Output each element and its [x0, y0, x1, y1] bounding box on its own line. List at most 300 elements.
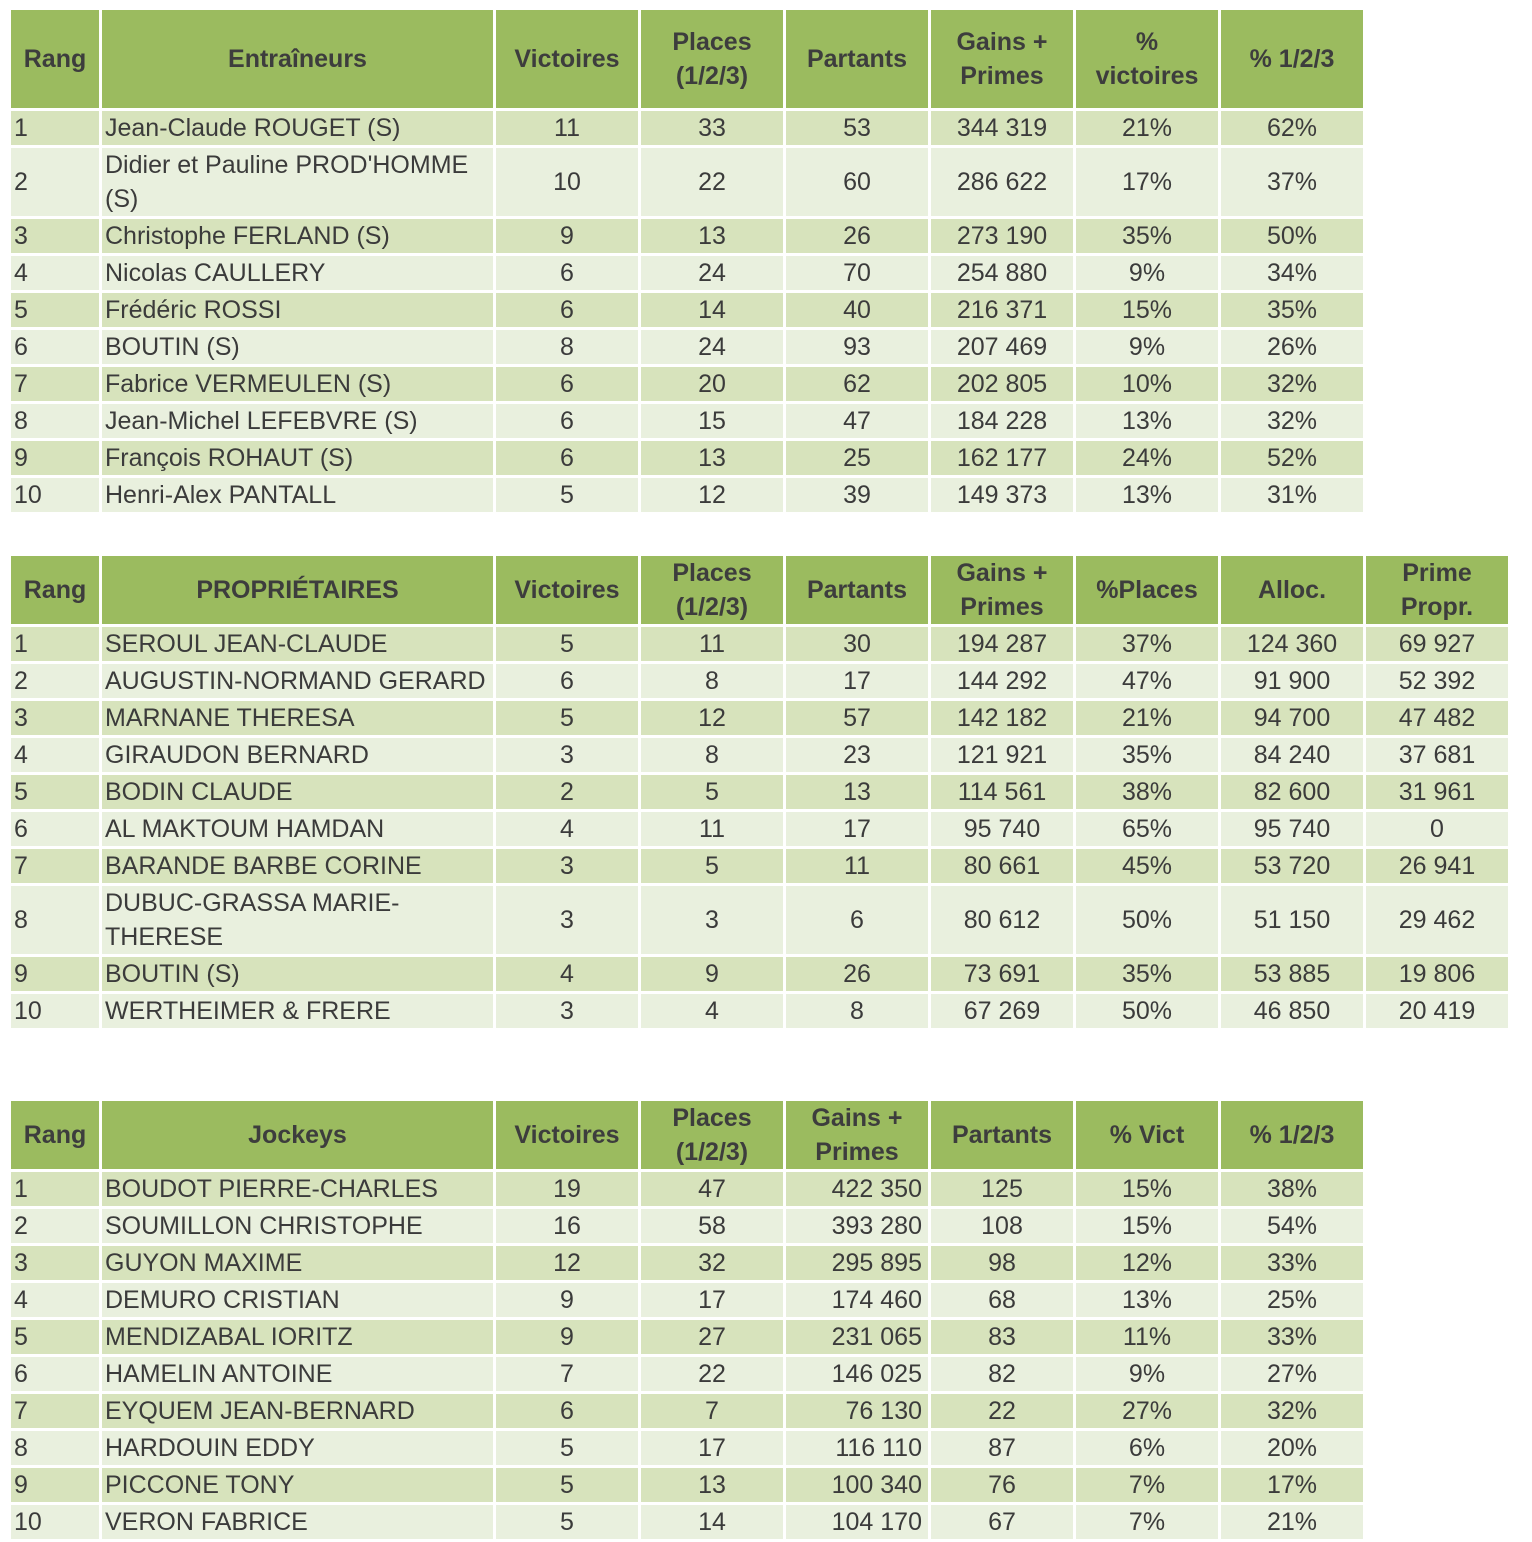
cell-starters: 11 — [786, 849, 928, 883]
cell-place-pct: 52% — [1221, 441, 1363, 475]
cell-starters: 68 — [931, 1283, 1073, 1317]
column-header-jockey-name: Jockeys — [102, 1101, 493, 1169]
cell-wins: 16 — [496, 1209, 638, 1243]
cell-earnings: 142 182 — [931, 701, 1073, 735]
cell-wins: 6 — [496, 404, 638, 438]
cell-places: 33 — [641, 111, 783, 145]
cell-rank: 9 — [11, 1468, 99, 1502]
cell-starters: 53 — [786, 111, 928, 145]
cell-wins: 5 — [496, 1468, 638, 1502]
cell-rank: 7 — [11, 849, 99, 883]
column-header-owner-premium: Prime Propr. — [1366, 556, 1508, 624]
cell-earnings: 67 269 — [931, 994, 1073, 1028]
cell-starters: 6 — [786, 886, 928, 954]
cell-place-pct: 32% — [1221, 1394, 1363, 1428]
cell-starters: 47 — [786, 404, 928, 438]
cell-places: 24 — [641, 330, 783, 364]
cell-rank: 6 — [11, 330, 99, 364]
cell-rank: 10 — [11, 478, 99, 512]
cell-win-pct: 15% — [1076, 1172, 1218, 1206]
cell-earnings: 286 622 — [931, 148, 1073, 216]
column-header-wins: Victoires — [496, 10, 638, 108]
cell-starters: 83 — [931, 1320, 1073, 1354]
cell-earnings: 104 170 — [786, 1505, 928, 1539]
cell-rank: 8 — [11, 404, 99, 438]
table-row — [11, 148, 1363, 216]
cell-allocation: 51 150 — [1221, 886, 1363, 954]
cell-rank: 9 — [11, 441, 99, 475]
cell-earnings: 254 880 — [931, 256, 1073, 290]
column-header-place-pct: % 1/2/3 — [1221, 1101, 1363, 1169]
cell-place-pct: 32% — [1221, 367, 1363, 401]
cell-places-pct: 47% — [1076, 664, 1218, 698]
cell-earnings: 216 371 — [931, 293, 1073, 327]
cell-place-pct: 38% — [1221, 1172, 1363, 1206]
cell-earnings: 202 805 — [931, 367, 1073, 401]
cell-places-pct: 35% — [1076, 738, 1218, 772]
cell-wins: 2 — [496, 775, 638, 809]
cell-win-pct: 13% — [1076, 478, 1218, 512]
cell-earnings: 393 280 — [786, 1209, 928, 1243]
cell-win-pct: 6% — [1076, 1431, 1218, 1465]
cell-rank: 4 — [11, 256, 99, 290]
column-header-places: Places (1/2/3) — [641, 556, 783, 624]
cell-wins: 6 — [496, 256, 638, 290]
cell-trainer-name: BOUTIN (S) — [102, 330, 493, 364]
cell-earnings: 73 691 — [931, 957, 1073, 991]
table-row — [11, 1172, 1363, 1206]
cell-places: 5 — [641, 849, 783, 883]
cell-jockey-name: SOUMILLON CHRISTOPHE — [102, 1209, 493, 1243]
cell-rank: 5 — [11, 775, 99, 809]
cell-trainer-name: Christophe FERLAND (S) — [102, 219, 493, 253]
cell-allocation: 53 885 — [1221, 957, 1363, 991]
table-row — [11, 404, 1363, 438]
cell-owner-premium: 29 462 — [1366, 886, 1508, 954]
cell-wins: 11 — [496, 111, 638, 145]
table-row — [11, 1505, 1363, 1539]
cell-places-pct: 65% — [1076, 812, 1218, 846]
cell-starters: 39 — [786, 478, 928, 512]
cell-jockey-name: VERON FABRICE — [102, 1505, 493, 1539]
table-row — [11, 775, 1508, 809]
cell-allocation: 94 700 — [1221, 701, 1363, 735]
cell-places: 12 — [641, 478, 783, 512]
cell-wins: 5 — [496, 478, 638, 512]
cell-place-pct: 54% — [1221, 1209, 1363, 1243]
table-row — [11, 627, 1508, 661]
trainers-header-row — [11, 10, 1363, 108]
table-row — [11, 256, 1363, 290]
table-row — [11, 664, 1508, 698]
cell-wins: 8 — [496, 330, 638, 364]
cell-place-pct: 20% — [1221, 1431, 1363, 1465]
cell-starters: 8 — [786, 994, 928, 1028]
cell-place-pct: 34% — [1221, 256, 1363, 290]
cell-wins: 3 — [496, 886, 638, 954]
cell-places-pct: 45% — [1076, 849, 1218, 883]
cell-trainer-name: Didier et Pauline PROD'HOMME (S) — [102, 148, 493, 216]
cell-rank: 8 — [11, 1431, 99, 1465]
table-row — [11, 994, 1508, 1028]
column-header-wins: Victoires — [496, 556, 638, 624]
cell-owner-premium: 69 927 — [1366, 627, 1508, 661]
cell-places: 17 — [641, 1431, 783, 1465]
cell-trainer-name: Frédéric ROSSI — [102, 293, 493, 327]
cell-wins: 9 — [496, 1320, 638, 1354]
cell-places: 15 — [641, 404, 783, 438]
cell-wins: 9 — [496, 1283, 638, 1317]
cell-starters: 76 — [931, 1468, 1073, 1502]
column-header-place-pct: % 1/2/3 — [1221, 10, 1363, 108]
table-row — [11, 1283, 1363, 1317]
column-header-earnings: Gains + Primes — [786, 1101, 928, 1169]
cell-win-pct: 7% — [1076, 1468, 1218, 1502]
cell-places-pct: 50% — [1076, 886, 1218, 954]
cell-starters: 70 — [786, 256, 928, 290]
cell-wins: 6 — [496, 293, 638, 327]
cell-wins: 5 — [496, 627, 638, 661]
column-header-places-pct: %Places — [1076, 556, 1218, 624]
cell-win-pct: 13% — [1076, 404, 1218, 438]
cell-rank: 3 — [11, 219, 99, 253]
cell-owner-name: BOUTIN (S) — [102, 957, 493, 991]
cell-win-pct: 9% — [1076, 330, 1218, 364]
cell-wins: 10 — [496, 148, 638, 216]
trainers-table — [8, 7, 1366, 515]
cell-rank: 6 — [11, 812, 99, 846]
cell-rank: 2 — [11, 1209, 99, 1243]
cell-places-pct: 35% — [1076, 957, 1218, 991]
cell-rank: 2 — [11, 148, 99, 216]
cell-places: 24 — [641, 256, 783, 290]
cell-allocation: 124 360 — [1221, 627, 1363, 661]
cell-place-pct: 37% — [1221, 148, 1363, 216]
cell-earnings: 422 350 — [786, 1172, 928, 1206]
table-row — [11, 738, 1508, 772]
column-header-starters: Partants — [931, 1101, 1073, 1169]
cell-places: 13 — [641, 219, 783, 253]
table-row — [11, 1246, 1363, 1280]
owners-table — [8, 553, 1511, 1031]
cell-earnings: 174 460 — [786, 1283, 928, 1317]
cell-earnings: 162 177 — [931, 441, 1073, 475]
table-row — [11, 1394, 1363, 1428]
cell-places: 14 — [641, 293, 783, 327]
cell-earnings: 100 340 — [786, 1468, 928, 1502]
table-row — [11, 293, 1363, 327]
column-header-trainer-name: Entraîneurs — [102, 10, 493, 108]
cell-earnings: 149 373 — [931, 478, 1073, 512]
cell-rank: 7 — [11, 367, 99, 401]
cell-place-pct: 50% — [1221, 219, 1363, 253]
cell-wins: 3 — [496, 738, 638, 772]
cell-places: 13 — [641, 441, 783, 475]
cell-wins: 9 — [496, 219, 638, 253]
column-header-rank: Rang — [11, 10, 99, 108]
cell-rank: 6 — [11, 1357, 99, 1391]
cell-places-pct: 38% — [1076, 775, 1218, 809]
cell-starters: 67 — [931, 1505, 1073, 1539]
table-row — [11, 957, 1508, 991]
cell-owner-name: BODIN CLAUDE — [102, 775, 493, 809]
cell-earnings: 121 921 — [931, 738, 1073, 772]
cell-places: 14 — [641, 1505, 783, 1539]
table-row — [11, 1431, 1363, 1465]
column-header-owner-name: PROPRIÉTAIRES — [102, 556, 493, 624]
cell-owner-name: SEROUL JEAN-CLAUDE — [102, 627, 493, 661]
cell-wins: 5 — [496, 1505, 638, 1539]
cell-allocation: 95 740 — [1221, 812, 1363, 846]
cell-earnings: 273 190 — [931, 219, 1073, 253]
cell-owner-premium: 26 941 — [1366, 849, 1508, 883]
cell-rank: 5 — [11, 1320, 99, 1354]
cell-jockey-name: GUYON MAXIME — [102, 1246, 493, 1280]
cell-rank: 7 — [11, 1394, 99, 1428]
cell-places: 58 — [641, 1209, 783, 1243]
cell-jockey-name: EYQUEM JEAN-BERNARD — [102, 1394, 493, 1428]
column-header-rank: Rang — [11, 556, 99, 624]
cell-places: 22 — [641, 1357, 783, 1391]
cell-wins: 4 — [496, 957, 638, 991]
cell-trainer-name: François ROHAUT (S) — [102, 441, 493, 475]
cell-places: 5 — [641, 775, 783, 809]
cell-place-pct: 31% — [1221, 478, 1363, 512]
table-row — [11, 1468, 1363, 1502]
cell-earnings: 146 025 — [786, 1357, 928, 1391]
cell-win-pct: 15% — [1076, 1209, 1218, 1243]
table-row — [11, 1209, 1363, 1243]
cell-places: 20 — [641, 367, 783, 401]
column-header-earnings: Gains + Primes — [931, 556, 1073, 624]
cell-rank: 2 — [11, 664, 99, 698]
cell-place-pct: 27% — [1221, 1357, 1363, 1391]
cell-win-pct: 17% — [1076, 148, 1218, 216]
cell-rank: 5 — [11, 293, 99, 327]
cell-jockey-name: PICCONE TONY — [102, 1468, 493, 1502]
cell-starters: 22 — [931, 1394, 1073, 1428]
cell-wins: 19 — [496, 1172, 638, 1206]
cell-starters: 23 — [786, 738, 928, 772]
cell-wins: 12 — [496, 1246, 638, 1280]
table-row — [11, 330, 1363, 364]
cell-earnings: 295 895 — [786, 1246, 928, 1280]
cell-earnings: 76 130 — [786, 1394, 928, 1428]
cell-earnings: 80 661 — [931, 849, 1073, 883]
owners-body — [11, 627, 1508, 1028]
cell-rank: 4 — [11, 1283, 99, 1317]
cell-win-pct: 27% — [1076, 1394, 1218, 1428]
cell-owner-premium: 0 — [1366, 812, 1508, 846]
cell-allocation: 82 600 — [1221, 775, 1363, 809]
cell-jockey-name: DEMURO CRISTIAN — [102, 1283, 493, 1317]
cell-wins: 6 — [496, 367, 638, 401]
cell-places: 7 — [641, 1394, 783, 1428]
cell-win-pct: 35% — [1076, 219, 1218, 253]
cell-places: 13 — [641, 1468, 783, 1502]
table-row — [11, 219, 1363, 253]
cell-rank: 1 — [11, 111, 99, 145]
cell-wins: 6 — [496, 441, 638, 475]
cell-win-pct: 9% — [1076, 1357, 1218, 1391]
cell-jockey-name: HARDOUIN EDDY — [102, 1431, 493, 1465]
cell-earnings: 231 065 — [786, 1320, 928, 1354]
cell-trainer-name: Jean-Michel LEFEBVRE (S) — [102, 404, 493, 438]
cell-place-pct: 17% — [1221, 1468, 1363, 1502]
cell-rank: 10 — [11, 994, 99, 1028]
cell-place-pct: 32% — [1221, 404, 1363, 438]
cell-allocation: 91 900 — [1221, 664, 1363, 698]
cell-starters: 62 — [786, 367, 928, 401]
table-row — [11, 849, 1508, 883]
cell-jockey-name: BOUDOT PIERRE-CHARLES — [102, 1172, 493, 1206]
cell-trainer-name: Henri-Alex PANTALL — [102, 478, 493, 512]
table-row — [11, 1357, 1363, 1391]
cell-starters: 17 — [786, 812, 928, 846]
cell-rank: 10 — [11, 1505, 99, 1539]
jockeys-table — [8, 1098, 1366, 1542]
cell-rank: 9 — [11, 957, 99, 991]
cell-win-pct: 11% — [1076, 1320, 1218, 1354]
cell-allocation: 53 720 — [1221, 849, 1363, 883]
cell-starters: 25 — [786, 441, 928, 475]
cell-earnings: 114 561 — [931, 775, 1073, 809]
cell-starters: 60 — [786, 148, 928, 216]
cell-places-pct: 37% — [1076, 627, 1218, 661]
cell-win-pct: 21% — [1076, 111, 1218, 145]
cell-wins: 6 — [496, 1394, 638, 1428]
cell-owner-premium: 52 392 — [1366, 664, 1508, 698]
cell-starters: 108 — [931, 1209, 1073, 1243]
cell-owner-name: MARNANE THERESA — [102, 701, 493, 735]
cell-earnings: 95 740 — [931, 812, 1073, 846]
cell-earnings: 207 469 — [931, 330, 1073, 364]
cell-allocation: 84 240 — [1221, 738, 1363, 772]
column-header-starters: Partants — [786, 556, 928, 624]
cell-win-pct: 15% — [1076, 293, 1218, 327]
jockeys-header-row — [11, 1101, 1363, 1169]
cell-earnings: 80 612 — [931, 886, 1073, 954]
cell-earnings: 184 228 — [931, 404, 1073, 438]
column-header-win-pct: % victoires — [1076, 10, 1218, 108]
table-row — [11, 478, 1363, 512]
table-row — [11, 367, 1363, 401]
column-header-places: Places (1/2/3) — [641, 1101, 783, 1169]
cell-starters: 17 — [786, 664, 928, 698]
cell-places: 47 — [641, 1172, 783, 1206]
cell-places: 8 — [641, 664, 783, 698]
cell-starters: 40 — [786, 293, 928, 327]
cell-earnings: 144 292 — [931, 664, 1073, 698]
cell-owner-name: DUBUC-GRASSA MARIE-THERESE — [102, 886, 493, 954]
cell-trainer-name: Nicolas CAULLERY — [102, 256, 493, 290]
cell-win-pct: 9% — [1076, 256, 1218, 290]
cell-wins: 5 — [496, 701, 638, 735]
owners-header-row — [11, 556, 1508, 624]
cell-starters: 26 — [786, 219, 928, 253]
cell-wins: 3 — [496, 849, 638, 883]
cell-trainer-name: Fabrice VERMEULEN (S) — [102, 367, 493, 401]
cell-places-pct: 21% — [1076, 701, 1218, 735]
cell-rank: 1 — [11, 627, 99, 661]
cell-owner-premium: 31 961 — [1366, 775, 1508, 809]
cell-starters: 82 — [931, 1357, 1073, 1391]
cell-rank: 4 — [11, 738, 99, 772]
cell-starters: 87 — [931, 1431, 1073, 1465]
cell-starters: 57 — [786, 701, 928, 735]
cell-owner-premium: 47 482 — [1366, 701, 1508, 735]
cell-place-pct: 33% — [1221, 1246, 1363, 1280]
cell-places-pct: 50% — [1076, 994, 1218, 1028]
cell-places: 17 — [641, 1283, 783, 1317]
cell-place-pct: 21% — [1221, 1505, 1363, 1539]
cell-rank: 1 — [11, 1172, 99, 1206]
cell-place-pct: 35% — [1221, 293, 1363, 327]
cell-earnings: 116 110 — [786, 1431, 928, 1465]
table-row — [11, 1320, 1363, 1354]
trainers-body — [11, 111, 1363, 512]
table-row — [11, 886, 1508, 954]
cell-trainer-name: Jean-Claude ROUGET (S) — [102, 111, 493, 145]
cell-win-pct: 10% — [1076, 367, 1218, 401]
cell-owner-premium: 20 419 — [1366, 994, 1508, 1028]
column-header-starters: Partants — [786, 10, 928, 108]
cell-places: 12 — [641, 701, 783, 735]
cell-places: 22 — [641, 148, 783, 216]
cell-starters: 98 — [931, 1246, 1073, 1280]
cell-starters: 93 — [786, 330, 928, 364]
cell-win-pct: 12% — [1076, 1246, 1218, 1280]
column-header-places: Places (1/2/3) — [641, 10, 783, 108]
cell-rank: 8 — [11, 886, 99, 954]
table-row — [11, 441, 1363, 475]
table-row — [11, 701, 1508, 735]
cell-owner-premium: 19 806 — [1366, 957, 1508, 991]
cell-starters: 30 — [786, 627, 928, 661]
cell-wins: 4 — [496, 812, 638, 846]
cell-places: 11 — [641, 627, 783, 661]
cell-place-pct: 26% — [1221, 330, 1363, 364]
cell-owner-name: AL MAKTOUM HAMDAN — [102, 812, 493, 846]
column-header-wins: Victoires — [496, 1101, 638, 1169]
cell-starters: 13 — [786, 775, 928, 809]
cell-starters: 26 — [786, 957, 928, 991]
table-row — [11, 111, 1363, 145]
cell-places: 8 — [641, 738, 783, 772]
cell-allocation: 46 850 — [1221, 994, 1363, 1028]
cell-owner-premium: 37 681 — [1366, 738, 1508, 772]
column-header-win-pct: % Vict — [1076, 1101, 1218, 1169]
cell-place-pct: 62% — [1221, 111, 1363, 145]
cell-win-pct: 24% — [1076, 441, 1218, 475]
cell-places: 27 — [641, 1320, 783, 1354]
cell-owner-name: WERTHEIMER & FRERE — [102, 994, 493, 1028]
cell-wins: 3 — [496, 994, 638, 1028]
cell-win-pct: 7% — [1076, 1505, 1218, 1539]
cell-places: 4 — [641, 994, 783, 1028]
column-header-earnings: Gains + Primes — [931, 10, 1073, 108]
cell-owner-name: BARANDE BARBE CORINE — [102, 849, 493, 883]
cell-owner-name: AUGUSTIN-NORMAND GERARD — [102, 664, 493, 698]
jockeys-body — [11, 1172, 1363, 1539]
cell-places: 9 — [641, 957, 783, 991]
cell-rank: 3 — [11, 1246, 99, 1280]
cell-win-pct: 13% — [1076, 1283, 1218, 1317]
cell-owner-name: GIRAUDON BERNARD — [102, 738, 493, 772]
column-header-allocation: Alloc. — [1221, 556, 1363, 624]
cell-places: 11 — [641, 812, 783, 846]
cell-place-pct: 25% — [1221, 1283, 1363, 1317]
